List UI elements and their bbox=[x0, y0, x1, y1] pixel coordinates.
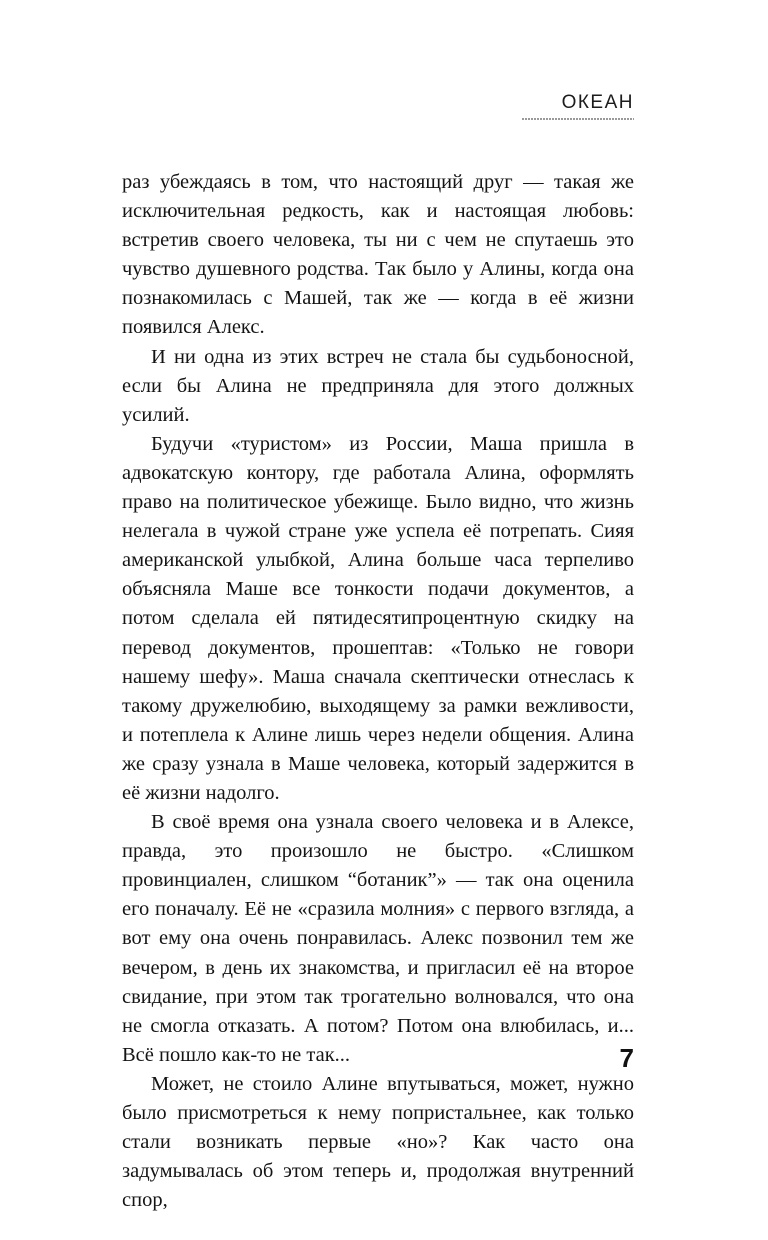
paragraph: В своё время она узнала своего человека и в Алексе, правда, это произошло не быстро. «Слишком провинциален, слишком “ботаник”» — так она оценила его поначалу. Её не «сразила молния» с первого взгляда, а вот ему она очень понравилась. Алекс позвонил тем же вечером, в день их знакомства, и пригласил её на второе свидание, при этом так трогательно волновался, что она не смогла отказать. А потом? Потом она влюбилась, и... Всё пошло как-то не так... bbox=[122, 811, 634, 1066]
paragraph: Будучи «туристом» из России, Маша пришла в адвокатскую контору, где работала Алина, оформлять право на политическое убежище. Было видно, что жизнь нелегала в чужой стране уже успела её потрепать. Сияя американской улыбкой, Алина больше часа терпеливо объясняла Маше все тонкости подачи документов, а потом сделала ей пятидесятипроцентную скидку на перевод документов, прошептав: «Только не говори нашему шефу». Маша сначала скептически отнеслась к такому дружелюбию, выходящему за рамки вежливости, и потеплела к Алине лишь через недели общения. Алина же сразу узнала в Маше человека, который задержится в её жизни надолго. bbox=[122, 432, 634, 804]
header-rule bbox=[522, 118, 634, 120]
paragraph: Может, не стоило Алине впутываться, может, нужно было присмотреться к нему попристальнее, как только стали возникать первые «но»? Как часто она задумывалась об этом теперь и, продолжая внутренний спор, bbox=[122, 1072, 634, 1212]
running-header: ОКЕАН bbox=[561, 92, 634, 113]
text-body bbox=[122, 168, 634, 1215]
paragraph: И ни одна из этих встреч не стала бы судьбоносной, если бы Алина не предприняла для этого должных усилий. bbox=[122, 345, 634, 426]
paragraph-continuation: раз убеждаясь в том, что настоящий друг — такая же исключительная редкость, как и настоящая любовь: встретив своего человека, ты ни с чем не спутаешь это чувство душевного родства. Так было у Алины, когда она познакомилась с Машей, так же — когда в её жизни появился Алекс. bbox=[122, 171, 634, 339]
page-number: 7 bbox=[619, 1043, 634, 1073]
